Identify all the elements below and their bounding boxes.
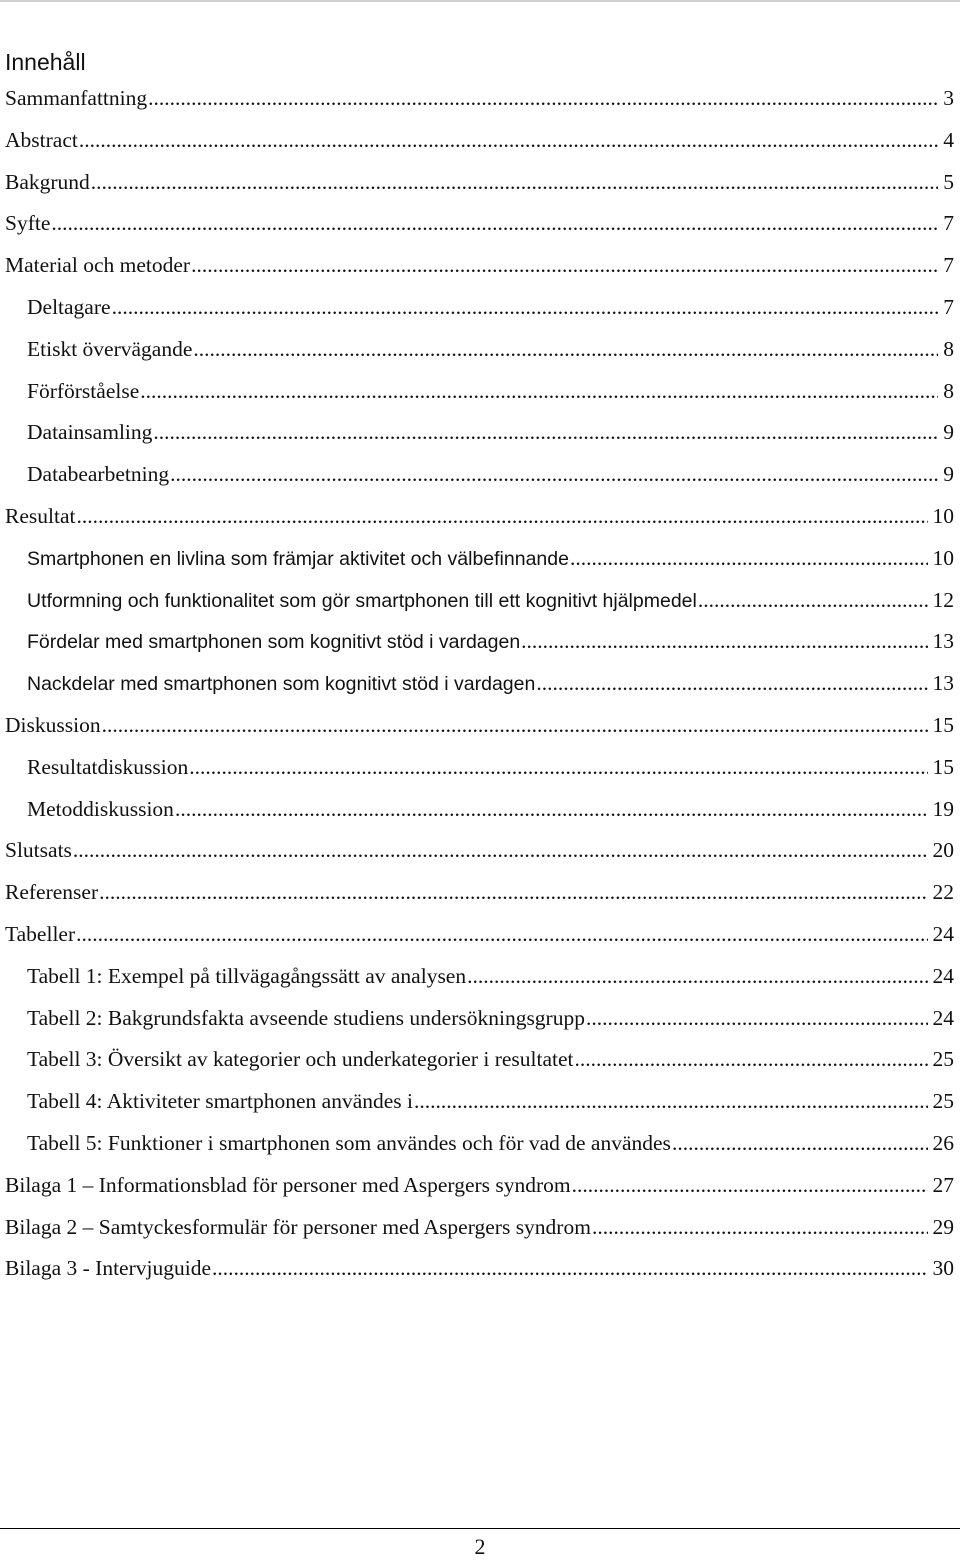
toc-entry-page: 7 [943,253,954,278]
toc-entry[interactable] [0,120,960,162]
toc-dot-leader [148,78,938,120]
toc-entry[interactable] [0,663,960,705]
toc-entry[interactable] [0,621,960,663]
toc-entry-title: Bilaga 1 – Informationsblad för personer med Aspergers syndrom [5,1172,571,1197]
toc-entry-title: Etiskt övervägande [27,336,193,361]
toc-dot-leader [521,621,927,663]
toc-entry[interactable] [0,1165,960,1207]
toc-entry-page: 25 [932,1047,954,1072]
toc-entry[interactable] [0,203,960,245]
toc-entry-title: Datainsamling [27,420,153,445]
toc-entry-page: 30 [932,1256,954,1281]
toc-entry-title: Resultat [5,503,76,528]
toc-entry[interactable] [0,747,960,789]
toc-entry[interactable] [0,412,960,454]
toc-entry[interactable] [0,956,960,998]
toc-dot-leader [102,705,928,747]
toc-entry[interactable] [0,496,960,538]
toc-entry-title: Fördelar med smartphonen som kognitivt stöd i vardagen [27,631,521,654]
toc-entry-title: Bilaga 2 – Samtyckesformulär för personer med Aspergers syndrom [5,1214,591,1239]
toc-entry-page: 7 [943,211,954,236]
toc-dot-leader [570,538,928,580]
toc-entry[interactable] [0,245,960,287]
toc-dot-leader [76,496,927,538]
toc-entry-page: 10 [932,545,954,570]
top-border [0,0,960,2]
toc-entry-page: 15 [932,754,954,779]
toc-entry-page: 15 [932,712,954,737]
toc-heading: Innehåll [5,49,86,75]
toc-dot-leader [76,914,927,956]
toc-entry-page: 25 [932,1089,954,1114]
toc-entry-page: 13 [932,629,954,654]
toc-entry[interactable] [0,705,960,747]
toc-entry-page: 3 [943,86,954,110]
toc-dot-leader [698,580,928,622]
toc-entry-title: Tabell 4: Aktiviteter smartphonen användes i [27,1089,413,1114]
toc-entry[interactable] [0,538,960,580]
toc-dot-leader [672,1123,928,1165]
footer-divider [0,1528,960,1529]
toc-entry-page: 10 [932,503,954,528]
toc-dot-leader [51,203,938,245]
toc-dot-leader [175,789,928,831]
toc-entry-page: 8 [943,378,954,403]
toc-entry-title: Smartphonen en livlina som främjar aktivitet och välbefinnande [27,547,569,570]
toc-entry-page: 27 [932,1172,954,1197]
toc-dot-leader [91,162,938,204]
toc-dot-leader [73,830,928,872]
toc-entry[interactable] [0,914,960,956]
toc-entry-page: 5 [943,169,954,194]
toc-entry-page: 8 [943,336,954,361]
toc-entry[interactable] [0,287,960,329]
toc-entry-title: Metoddiskussion [27,796,174,821]
toc-dot-leader [586,998,928,1040]
toc-entry[interactable] [0,454,960,496]
toc-entry-title: Tabell 1: Exempel på tillvägagångssätt av analysen [27,963,467,988]
toc-entry[interactable] [0,371,960,413]
toc-entry-title: Slutsats [5,838,72,863]
toc-entry[interactable] [0,1039,960,1081]
toc-entry-page: 20 [932,838,954,863]
toc-dot-leader [536,663,927,705]
toc-entry-page: 24 [932,963,954,988]
toc-dot-leader [140,371,938,413]
toc-entry-title: Nackdelar med smartphonen som kognitivt stöd i vardagen [27,673,536,696]
toc-entry-page: 7 [943,294,954,319]
toc-dot-leader [212,1248,928,1290]
toc-entry-page: 13 [932,671,954,696]
page-number: 2 [474,1534,486,1559]
toc-entry-page: 22 [932,880,954,905]
toc-entry-page: 9 [943,462,954,487]
toc-entry-title: Deltagare [27,294,111,319]
toc-entry-title: Utformning och funktionalitet som gör smartphonen till ett kognitivt hjälpmedel [27,589,697,612]
toc-entry-page: 4 [943,127,954,152]
toc-entry[interactable] [0,580,960,622]
toc-entry-title: Tabell 3: Översikt av kategorier och underkategorier i resultatet [27,1047,574,1072]
toc-entry-title: Referenser [5,880,99,905]
toc-entry-title: Tabell 2: Bakgrundsfakta avseende studiens undersökningsgrupp [27,1005,585,1030]
toc-entry-page: 24 [932,921,954,946]
toc-entry-title: Tabeller [5,921,76,946]
toc-entry-page: 26 [932,1130,954,1155]
toc-entry-title: Diskussion [5,712,101,737]
toc-dot-leader [193,329,938,371]
toc-dot-leader [575,1039,928,1081]
toc-dot-leader [592,1207,928,1249]
toc-dot-leader [189,747,927,789]
toc-entry-page: 24 [932,1005,954,1030]
toc-entry-title: Resultatdiskussion [27,754,189,779]
toc-entry[interactable] [0,162,960,204]
toc-entry[interactable] [0,329,960,371]
toc-entry[interactable] [0,830,960,872]
toc-entry[interactable] [0,789,960,831]
toc-entry[interactable] [0,1248,960,1290]
toc-entry-title: Syfte [5,211,51,236]
toc-entry-title: Material och metoder [5,253,191,278]
toc-dot-leader [170,454,938,496]
toc-entry-page: 29 [932,1214,954,1239]
table-of-contents [0,78,960,1290]
toc-entry[interactable] [0,1123,960,1165]
toc-dot-leader [112,287,939,329]
toc-entry-page: 9 [943,420,954,445]
toc-dot-leader [191,245,938,287]
toc-entry[interactable] [0,998,960,1040]
toc-dot-leader [153,412,938,454]
toc-entry-title: Förförståelse [27,378,140,403]
toc-entry[interactable] [0,1207,960,1249]
toc-entry-title: Bilaga 3 - Intervjuguide [5,1256,211,1281]
toc-entry-title: Tabell 5: Funktioner i smartphonen som användes och för vad de användes [27,1130,671,1155]
toc-entry[interactable] [0,1081,960,1123]
toc-dot-leader [414,1081,928,1123]
toc-entry-title: Sammanfattning [5,86,148,110]
toc-entry-title: Bakgrund [5,169,90,194]
toc-dot-leader [79,120,938,162]
toc-entry-title: Abstract [5,127,78,152]
toc-dot-leader [572,1165,928,1207]
toc-entry-title: Databearbetning [27,462,170,487]
toc-dot-leader [99,872,927,914]
toc-entry-page: 19 [932,796,954,821]
toc-entry[interactable] [0,872,960,914]
toc-entry[interactable] [0,78,960,120]
toc-dot-leader [467,956,927,998]
toc-entry-page: 12 [932,587,954,612]
